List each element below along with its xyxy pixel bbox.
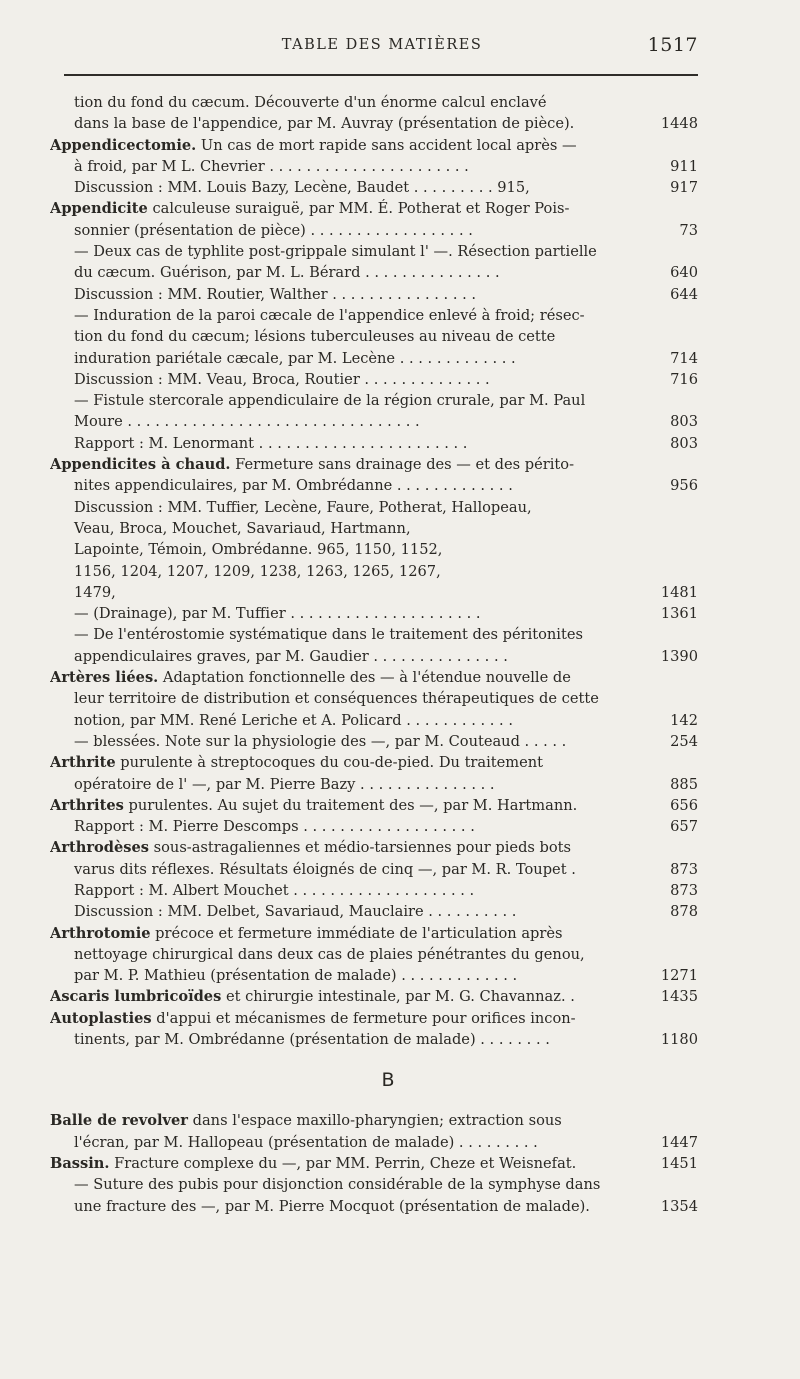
index-text: précoce et fermeture immédiate de l'articulation après	[150, 924, 563, 942]
page-reference: 716	[670, 370, 698, 388]
index-line	[50, 348, 698, 369]
index-line	[50, 433, 698, 454]
index-text: à froid, par M L. Chevrier . . . . . . . . . . . . . . . . . . . . . .	[74, 157, 469, 175]
index-text: appendiculaires graves, par M. Gaudier . . . . . . . . . . . . . . .	[74, 647, 508, 665]
index-text: varus dits réflexes. Résultats éloignés de cinq —, par M. R. Toupet .	[74, 860, 576, 878]
page-reference: 656	[670, 796, 698, 814]
index-text: Adaptation fonctionnelle des — à l'étendue nouvelle de	[158, 669, 571, 687]
index-text: — Deux cas de typhlite post-grippale simulant l' —. Résection partielle	[74, 243, 597, 261]
index-line	[50, 1008, 698, 1029]
page-reference: 1481	[660, 583, 698, 601]
page-reference: 254	[670, 732, 698, 750]
page-reference: 142	[670, 711, 698, 729]
index-text: 1479,	[74, 583, 116, 601]
index-text: opératoire de l' —, par M. Pierre Bazy . . . . . . . . . . . . . . .	[74, 775, 495, 793]
index-line	[50, 944, 698, 965]
page-reference: 714	[670, 349, 698, 367]
index-line	[50, 752, 698, 773]
index-text: — Fistule stercorale appendiculaire de la région crurale, par M. Paul	[74, 392, 586, 410]
index-text: calculeuse suraiguë, par MM. É. Potherat et Roger Pois-	[147, 200, 570, 218]
index-text: notion, par MM. René Leriche et A. Policard . . . . . . . . . . . .	[74, 711, 513, 729]
page-reference: 644	[670, 285, 698, 303]
page-reference: 878	[670, 903, 698, 921]
index-line	[50, 177, 698, 198]
page-reference: 657	[670, 818, 698, 836]
index-text: leur territoire de distribution et conséquences thérapeutiques de cette	[74, 690, 599, 708]
index-headword: Arthrite	[50, 754, 116, 772]
index-line	[50, 1196, 698, 1217]
index-line	[50, 731, 698, 752]
index-line	[50, 539, 698, 560]
running-title: TABLE DES MATIÈRES	[281, 37, 483, 53]
index-headword: Balle de revolver	[50, 1112, 188, 1130]
index-text: Fracture complexe du —, par MM. Perrin, Cheze et Weisnefat.	[109, 1154, 577, 1172]
index-line	[50, 262, 698, 283]
index-text: nettoyage chirurgical dans deux cas de plaies pénétrantes du genou,	[74, 945, 585, 963]
index-text: par M. P. Mathieu (présentation de malade) . . . . . . . . . . . . .	[74, 967, 518, 985]
index-text: purulentes. Au sujet du traitement des —, par M. Hartmann.	[123, 796, 578, 814]
page-reference: 1271	[660, 967, 698, 985]
index-text: nites appendiculaires, par M. Ombrédanne . . . . . . . . . . . . .	[74, 477, 513, 495]
index-text: et chirurgie intestinale, par M. G. Chavannaz. .	[221, 988, 575, 1006]
page-header	[64, 34, 700, 59]
header-rule	[64, 74, 698, 76]
section-letter: B	[381, 1069, 397, 1092]
index-line	[50, 241, 698, 262]
index-line	[50, 986, 698, 1007]
index-text: Lapointe, Témoin, Ombrédanne. 965, 1150, 1152,	[74, 541, 443, 559]
index-text: induration pariétale cæcale, par M. Lecène . . . . . . . . . . . . .	[74, 349, 516, 367]
index-text: Rapport : M. Pierre Descomps . . . . . . . . . . . . . . . . . . .	[74, 818, 475, 836]
index-headword: Appendicite	[50, 200, 148, 218]
index-line	[50, 497, 698, 518]
index-line	[50, 92, 698, 113]
index-text: purulente à streptocoques du cou-de-pied. Du traitement	[115, 754, 544, 772]
index-line	[50, 923, 698, 944]
page-reference: 956	[670, 477, 698, 495]
index-line	[50, 816, 698, 837]
page-reference: 640	[670, 264, 698, 282]
index-entries	[50, 92, 698, 1217]
index-text: dans l'espace maxillo-pharyngien; extraction sous	[188, 1112, 562, 1130]
index-text: Discussion : MM. Routier, Walther . . . . . . . . . . . . . . . .	[74, 285, 477, 303]
page-reference: 73	[679, 221, 698, 239]
index-line	[50, 1132, 698, 1153]
index-text: du cæcum. Guérison, par M. L. Bérard . . . . . . . . . . . . . . .	[74, 264, 500, 282]
index-line	[50, 284, 698, 305]
page-number: 1517	[647, 34, 698, 56]
page-reference: 1451	[660, 1154, 698, 1172]
page-reference: 1180	[660, 1031, 698, 1049]
index-line	[50, 795, 698, 816]
index-line	[50, 603, 698, 624]
index-headword: Arthrodèses	[50, 839, 149, 857]
index-text: sonnier (présentation de pièce) . . . . . . . . . . . . . . . . . .	[74, 221, 473, 239]
index-line	[50, 667, 698, 688]
index-line	[50, 859, 698, 880]
index-text: — De l'entérostomie systématique dans le traitement des péritonites	[74, 626, 583, 644]
index-line	[50, 965, 698, 986]
page-reference: 1361	[660, 605, 698, 623]
index-text: sous-astragaliennes et médio-tarsiennes pour pieds bots	[149, 839, 572, 857]
index-text: dans la base de l'appendice, par M. Auvray (présentation de pièce).	[74, 115, 575, 133]
index-line	[50, 390, 698, 411]
index-line	[50, 198, 698, 219]
index-headword: Arthrites	[50, 796, 124, 814]
index-line	[50, 1029, 698, 1050]
index-line	[50, 369, 698, 390]
index-line	[50, 901, 698, 922]
index-line	[50, 156, 698, 177]
index-headword: Appendicites à chaud.	[50, 456, 231, 474]
index-line	[50, 411, 698, 432]
index-line	[50, 774, 698, 795]
index-text: d'appui et mécanismes de fermeture pour orifices incon-	[151, 1009, 576, 1027]
index-text: Veau, Broca, Mouchet, Savariaud, Hartmann,	[74, 519, 411, 537]
index-text: — (Drainage), par M. Tuffier . . . . . . . . . . . . . . . . . . . . .	[74, 605, 481, 623]
index-line	[50, 475, 698, 496]
index-line	[50, 454, 698, 475]
index-text: — Suture des pubis pour disjonction considérable de la symphyse dans	[74, 1176, 601, 1194]
page-reference: 1354	[660, 1197, 698, 1215]
page-reference: 1448	[660, 115, 698, 133]
index-text: Rapport : M. Lenormant . . . . . . . . . . . . . . . . . . . . . . .	[74, 434, 468, 452]
index-headword: Autoplasties	[50, 1009, 152, 1027]
index-headword: Arthrotomie	[50, 924, 151, 942]
page-reference: 873	[670, 860, 698, 878]
index-text: Discussion : MM. Veau, Broca, Routier . . . . . . . . . . . . . .	[74, 370, 490, 388]
index-line	[50, 113, 698, 134]
index-line	[50, 646, 698, 667]
index-line	[50, 837, 698, 858]
page-reference: 1447	[660, 1133, 698, 1151]
index-line	[50, 1110, 698, 1131]
index-line	[50, 1174, 698, 1195]
index-line	[50, 305, 698, 326]
index-text: 1156, 1204, 1207, 1209, 1238, 1263, 1265, 1267,	[74, 562, 441, 580]
index-line	[50, 561, 698, 582]
index-text: Un cas de mort rapide sans accident local après —	[196, 136, 577, 154]
index-headword: Artères liées.	[50, 669, 159, 687]
page-reference: 803	[670, 434, 698, 452]
index-text: — Induration de la paroi cæcale de l'appendice enlevé à froid; résec-	[74, 306, 585, 324]
index-line	[50, 326, 698, 347]
index-text: Rapport : M. Albert Mouchet . . . . . . . . . . . . . . . . . . . .	[74, 881, 475, 899]
index-text: Discussion : MM. Delbet, Savariaud, Mauclaire . . . . . . . . . .	[74, 903, 517, 921]
index-line	[50, 220, 698, 241]
index-line	[50, 582, 698, 603]
index-line	[50, 688, 698, 709]
index-text: tinents, par M. Ombrédanne (présentation de malade) . . . . . . . .	[74, 1031, 550, 1049]
index-text: Fermeture sans drainage des — et des périto-	[230, 456, 574, 474]
index-text: Discussion : MM. Louis Bazy, Lecène, Baudet . . . . . . . . . 915,	[74, 179, 530, 197]
index-text: l'écran, par M. Hallopeau (présentation de malade) . . . . . . . . .	[74, 1133, 538, 1151]
page-reference: 885	[670, 775, 698, 793]
page-reference: 1435	[660, 988, 698, 1006]
index-headword: Bassin.	[50, 1154, 110, 1172]
index-line	[50, 624, 698, 645]
index-text: tion du fond du cæcum; lésions tuberculeuses au niveau de cette	[74, 328, 556, 346]
index-line	[50, 518, 698, 539]
index-line	[50, 880, 698, 901]
index-text: une fracture des —, par M. Pierre Mocquot (présentation de malade).	[74, 1197, 590, 1215]
page-reference: 1390	[660, 647, 698, 665]
index-text: Moure . . . . . . . . . . . . . . . . . . . . . . . . . . . . . . . .	[74, 413, 420, 431]
page-reference: 873	[670, 881, 698, 899]
page-reference: 803	[670, 413, 698, 431]
index-line	[50, 710, 698, 731]
index-section-b	[50, 1110, 698, 1216]
index-line	[50, 135, 698, 156]
index-text: — blessées. Note sur la physiologie des —, par M. Couteaud . . . . .	[74, 732, 567, 750]
index-text: tion du fond du cæcum. Découverte d'un énorme calcul enclavé	[74, 94, 547, 111]
index-section-a	[50, 92, 698, 1050]
page-reference: 911	[670, 157, 698, 175]
page-reference: 917	[670, 179, 698, 197]
index-headword: Ascaris lumbricoïdes	[50, 988, 222, 1006]
index-text: Discussion : MM. Tuffier, Lecène, Faure, Potherat, Hallopeau,	[74, 498, 532, 516]
index-headword: Appendicectomie.	[50, 136, 197, 154]
index-line	[50, 1153, 698, 1174]
